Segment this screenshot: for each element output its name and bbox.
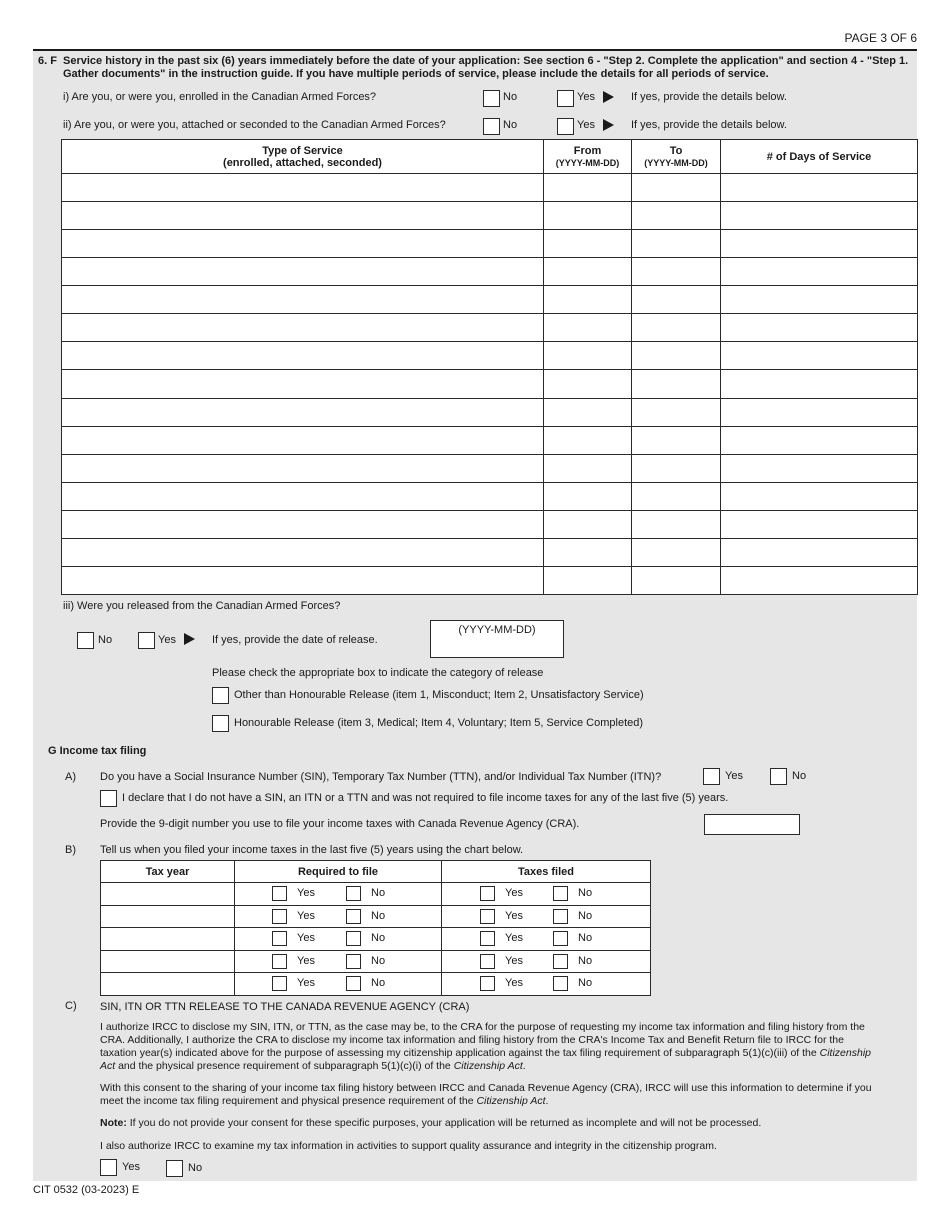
released-yes-label: Yes (158, 634, 176, 646)
section-f-title (63, 55, 913, 81)
from-date-cell[interactable] (544, 314, 632, 342)
release-category-prompt: Please check the appropriate box to indicate the category of release (212, 667, 544, 679)
days-of-service-cell[interactable] (721, 202, 918, 230)
col-type-line1: Type of Service (262, 144, 343, 157)
question-tax-years: Tell us when you filed your income taxes in the last five (5) years using the chart below. (100, 844, 524, 856)
required-no-checkbox[interactable] (346, 931, 361, 946)
enrolled-no-checkbox[interactable] (483, 90, 500, 107)
service-row (62, 286, 918, 314)
from-date-cell[interactable] (544, 230, 632, 258)
col-tax-year: Tax year (101, 861, 235, 883)
days-of-service-cell[interactable] (721, 342, 918, 370)
declare-no-sin-checkbox[interactable] (100, 790, 117, 807)
type-of-service-cell[interactable] (62, 230, 544, 258)
consent-paragraph (100, 1082, 905, 1108)
to-date-cell[interactable] (632, 398, 721, 426)
service-row (62, 342, 918, 370)
released-yes-checkbox[interactable] (138, 632, 155, 649)
required-no-checkbox[interactable] (346, 976, 361, 991)
service-row (62, 314, 918, 342)
note-label: Note: (100, 1117, 127, 1129)
filed-yes-checkbox[interactable] (480, 954, 495, 969)
section-g-title: G Income tax filing (48, 745, 147, 757)
filed-yes-label: Yes (505, 977, 523, 990)
to-date-cell[interactable] (632, 482, 721, 510)
to-date-cell[interactable] (632, 566, 721, 594)
release-other-label: Other than Honourable Release (item 1, Misconduct; Item 2, Unsatisfactory Service) (234, 689, 644, 701)
col-to-line1: To (669, 144, 683, 157)
release-honourable-checkbox[interactable] (212, 715, 229, 732)
tax-year-cell[interactable] (101, 950, 235, 973)
col-to (632, 140, 721, 174)
service-row (62, 202, 918, 230)
service-row (62, 566, 918, 594)
from-date-cell[interactable] (544, 342, 632, 370)
days-of-service-cell[interactable] (721, 258, 918, 286)
attached-details-hint: If yes, provide the details below. (631, 119, 787, 131)
type-of-service-cell[interactable] (62, 342, 544, 370)
days-of-service-cell[interactable] (721, 510, 918, 538)
from-date-cell[interactable] (544, 258, 632, 286)
question-released: iii) Were you released from the Canadian Armed Forces? (63, 600, 341, 612)
service-row (62, 258, 918, 286)
to-date-cell[interactable] (632, 202, 721, 230)
auth-line4 (100, 1060, 905, 1073)
note-paragraph (100, 1117, 905, 1130)
required-yes-checkbox[interactable] (272, 976, 287, 991)
to-date-cell[interactable] (632, 538, 721, 566)
auth-line3-italic: Citizenship (819, 1047, 871, 1059)
filed-yes-checkbox[interactable] (480, 909, 495, 924)
col-taxes-filed: Taxes filed (442, 861, 651, 883)
section-f-title-line2: Gather documents" in the instruction guide. If you have multiple periods of service, please include the details for all periods of service. (63, 68, 769, 80)
qa-no-checkbox[interactable] (166, 1160, 183, 1177)
from-date-cell[interactable] (544, 398, 632, 426)
type-of-service-cell[interactable] (62, 566, 544, 594)
filed-no-label: No (578, 887, 593, 899)
type-of-service-cell[interactable] (62, 398, 544, 426)
required-no-label: No (371, 954, 386, 967)
qa-yes-checkbox[interactable] (100, 1159, 117, 1176)
sin-yes-label: Yes (725, 770, 743, 782)
to-date-cell[interactable] (632, 510, 721, 538)
release-honourable-label: Honourable Release (item 3, Medical; Item 4, Voluntary; Item 5, Service Completed) (234, 717, 644, 729)
sin-no-checkbox[interactable] (770, 768, 787, 785)
attached-no-checkbox[interactable] (483, 118, 500, 135)
required-yes-checkbox[interactable] (272, 909, 287, 924)
required-yes-checkbox[interactable] (272, 886, 287, 901)
filed-no-checkbox[interactable] (553, 931, 568, 946)
required-no-checkbox[interactable] (346, 909, 361, 924)
tax-row (101, 883, 651, 906)
type-of-service-cell[interactable] (62, 174, 544, 202)
required-to-file-cell (235, 950, 442, 973)
consent-line2 (100, 1095, 905, 1108)
question-enrolled: i) Are you, or were you, enrolled in the Canadian Armed Forces? (63, 91, 377, 103)
tax-year-cell[interactable] (101, 883, 235, 906)
type-of-service-cell[interactable] (62, 370, 544, 398)
col-type-line2: (enrolled, attached, seconded) (223, 156, 382, 169)
filed-no-checkbox[interactable] (553, 886, 568, 901)
col-from-line2: (YYYY-MM-DD) (555, 157, 620, 168)
col-to-line2: (YYYY-MM-DD) (644, 157, 708, 168)
declare-no-sin-label: I declare that I do not have a SIN, an ITN or a TTN and was not required to file income taxes for any of the last five (5) years. (122, 792, 729, 804)
type-of-service-cell[interactable] (62, 314, 544, 342)
from-date-cell[interactable] (544, 202, 632, 230)
enrolled-no-label: No (503, 91, 518, 103)
type-of-service-cell[interactable] (62, 286, 544, 314)
provide-sin-prompt: Provide the 9-digit number you use to file your income taxes with Canada Revenue Agency (CRA). (100, 818, 580, 830)
qa-no-label: No (188, 1162, 203, 1174)
question-attached: ii) Are you, or were you, attached or seconded to the Canadian Armed Forces? (63, 119, 446, 131)
col-type-of-service (62, 140, 544, 174)
from-date-cell[interactable] (544, 482, 632, 510)
filed-yes-checkbox[interactable] (480, 976, 495, 991)
service-row (62, 426, 918, 454)
type-of-service-cell[interactable] (62, 258, 544, 286)
required-yes-checkbox[interactable] (272, 931, 287, 946)
filed-to-file-cell (442, 905, 651, 928)
required-yes-label: Yes (297, 909, 315, 922)
from-date-cell[interactable] (544, 426, 632, 454)
days-of-service-cell[interactable] (721, 314, 918, 342)
to-date-cell[interactable] (632, 258, 721, 286)
release-other-checkbox[interactable] (212, 687, 229, 704)
service-table-header (62, 140, 918, 174)
arrow-right-icon (603, 91, 614, 103)
tax-year-cell[interactable] (101, 928, 235, 951)
sin-no-label: No (792, 770, 807, 782)
col-days-of-service: # of Days of Service (721, 140, 918, 174)
filed-yes-label: Yes (505, 887, 523, 899)
days-of-service-cell[interactable] (721, 398, 918, 426)
to-date-cell[interactable] (632, 342, 721, 370)
days-of-service-cell[interactable] (721, 482, 918, 510)
required-no-label: No (371, 932, 386, 945)
filed-no-checkbox[interactable] (553, 954, 568, 969)
required-to-file-cell (235, 905, 442, 928)
filed-yes-checkbox[interactable] (480, 931, 495, 946)
service-row (62, 538, 918, 566)
required-yes-label: Yes (297, 887, 315, 899)
required-no-checkbox[interactable] (346, 954, 361, 969)
question-c-label: C) (65, 1000, 77, 1012)
to-date-cell[interactable] (632, 174, 721, 202)
auth-line4-italic2: Citizenship Act (453, 1060, 523, 1072)
days-of-service-cell[interactable] (721, 174, 918, 202)
filed-to-file-cell (442, 883, 651, 906)
from-date-cell[interactable] (544, 370, 632, 398)
tax-row (101, 928, 651, 951)
col-from (544, 140, 632, 174)
required-to-file-cell (235, 973, 442, 996)
filed-yes-label: Yes (505, 954, 523, 967)
cra-release-title: SIN, ITN OR TTN RELEASE TO THE CANADA REVENUE AGENCY (CRA) (100, 1001, 470, 1013)
question-sin: Do you have a Social Insurance Number (SIN), Temporary Tax Number (TTN), and/or Individual Tax Number (ITN)? (100, 771, 662, 783)
service-row (62, 230, 918, 258)
type-of-service-cell[interactable] (62, 482, 544, 510)
qa-yes-label: Yes (122, 1161, 140, 1173)
from-date-cell[interactable] (544, 510, 632, 538)
to-date-cell[interactable] (632, 454, 721, 482)
to-date-cell[interactable] (632, 370, 721, 398)
filed-no-checkbox[interactable] (553, 909, 568, 924)
attached-yes-label: Yes (577, 119, 595, 131)
filed-to-file-cell (442, 973, 651, 996)
type-of-service-cell[interactable] (62, 202, 544, 230)
sin-number-input[interactable] (704, 814, 800, 835)
required-yes-label: Yes (297, 932, 315, 945)
arrow-right-icon (184, 633, 195, 645)
consent-line2-end: . (545, 1095, 549, 1107)
filed-to-file-cell (442, 950, 651, 973)
filed-no-label: No (578, 977, 593, 990)
service-row (62, 510, 918, 538)
filed-no-label: No (578, 932, 593, 945)
from-date-cell[interactable] (544, 538, 632, 566)
filed-yes-label: Yes (505, 909, 523, 922)
question-b-label: B) (65, 844, 76, 856)
released-no-label: No (98, 634, 113, 646)
required-no-label: No (371, 977, 386, 990)
days-of-service-cell[interactable] (721, 286, 918, 314)
auth-line4-end: . (522, 1060, 526, 1072)
required-no-label: No (371, 909, 386, 922)
days-of-service-cell[interactable] (721, 230, 918, 258)
tax-row (101, 950, 651, 973)
to-date-cell[interactable] (632, 314, 721, 342)
type-of-service-cell[interactable] (62, 538, 544, 566)
arrow-right-icon (603, 119, 614, 131)
type-of-service-cell[interactable] (62, 510, 544, 538)
consent-line1: With this consent to the sharing of your income tax filing history between IRCC and Canada Revenue Agency (CRA), IRCC will use this information to determine if you (100, 1082, 872, 1094)
days-of-service-cell[interactable] (721, 566, 918, 594)
tax-filing-table (100, 860, 651, 996)
from-date-cell[interactable] (544, 566, 632, 594)
section-f-title-line1: Service history in the past six (6) years immediately before the date of your application: See section 6 - "Step 2. Complete the application" and section 4 - "Step 1. (63, 55, 909, 67)
tax-table-header (101, 861, 651, 883)
days-of-service-cell[interactable] (721, 370, 918, 398)
enrolled-yes-checkbox[interactable] (557, 90, 574, 107)
release-date-format: (YYYY-MM-DD) (458, 624, 536, 636)
from-date-cell[interactable] (544, 174, 632, 202)
release-date-input[interactable] (430, 620, 564, 658)
consent-line2-italic: Citizenship Act (476, 1095, 546, 1107)
days-of-service-cell[interactable] (721, 454, 918, 482)
filed-yes-label: Yes (505, 932, 523, 945)
auth-line2: CRA. Additionally, I authorize the CRA to disclose my income tax information and filing history from the CRA's Income Tax and Benefit Return file to IRCC for the (100, 1034, 844, 1046)
filed-to-file-cell (442, 928, 651, 951)
note-text: If you do not provide your consent for these specific purposes, your application will be returned as incomplete and will not be processed. (126, 1117, 762, 1129)
to-date-cell[interactable] (632, 286, 721, 314)
required-yes-label: Yes (297, 977, 315, 990)
auth-line4-italic1: Act (100, 1060, 116, 1072)
tax-row (101, 973, 651, 996)
filed-no-label: No (578, 909, 593, 922)
also-authorize-text: I also authorize IRCC to examine my tax information in activities to support quality assurance and integrity in the citizenship program. (100, 1140, 717, 1152)
page-number: PAGE 3 OF 6 (844, 31, 917, 45)
days-of-service-cell[interactable] (721, 426, 918, 454)
released-no-checkbox[interactable] (77, 632, 94, 649)
filed-yes-checkbox[interactable] (480, 886, 495, 901)
required-no-checkbox[interactable] (346, 886, 361, 901)
to-date-cell[interactable] (632, 230, 721, 258)
enrolled-yes-label: Yes (577, 91, 595, 103)
service-history-table (61, 139, 918, 595)
service-row (62, 398, 918, 426)
to-date-cell[interactable] (632, 426, 721, 454)
form-code-footer: CIT 0532 (03-2023) E (33, 1184, 140, 1196)
service-row (62, 454, 918, 482)
filed-no-label: No (578, 954, 593, 967)
from-date-cell[interactable] (544, 454, 632, 482)
type-of-service-cell[interactable] (62, 454, 544, 482)
section-f-label: 6. F (38, 55, 57, 67)
enrolled-details-hint: If yes, provide the details below. (631, 91, 787, 103)
auth-line1: I authorize IRCC to disclose my SIN, ITN, or TTN, as the case may be, to the CRA for the purpose of requesting my income tax information and filing history from the (100, 1021, 865, 1033)
type-of-service-cell[interactable] (62, 426, 544, 454)
required-yes-checkbox[interactable] (272, 954, 287, 969)
days-of-service-cell[interactable] (721, 538, 918, 566)
tax-year-cell[interactable] (101, 973, 235, 996)
release-date-hint: If yes, provide the date of release. (212, 634, 378, 646)
from-date-cell[interactable] (544, 286, 632, 314)
tax-year-cell[interactable] (101, 905, 235, 928)
tax-row (101, 905, 651, 928)
consent-line2-text: meet the income tax filing requirement and physical presence requirement of the (100, 1095, 477, 1107)
service-row (62, 482, 918, 510)
required-to-file-cell (235, 928, 442, 951)
attached-no-label: No (503, 119, 518, 131)
service-row (62, 370, 918, 398)
sin-yes-checkbox[interactable] (703, 768, 720, 785)
attached-yes-checkbox[interactable] (557, 118, 574, 135)
auth-line4-text: and the physical presence requirement of subparagraph 5(1)(c)(i) of the (115, 1060, 454, 1072)
required-yes-label: Yes (297, 954, 315, 967)
service-row (62, 174, 918, 202)
question-a-label: A) (65, 771, 76, 783)
required-to-file-cell (235, 883, 442, 906)
col-required-to-file: Required to file (235, 861, 442, 883)
col-from-line1: From (573, 144, 602, 157)
cra-authorization-paragraph (100, 1021, 905, 1073)
filed-no-checkbox[interactable] (553, 976, 568, 991)
auth-line3 (100, 1047, 905, 1060)
required-no-label: No (371, 887, 386, 899)
auth-line3-text: taxation year(s) indicated above for the purpose of assessing my citizenship application against the tax filing requirement of subparagraph 5(1)(c)(iii) of the (100, 1047, 820, 1059)
